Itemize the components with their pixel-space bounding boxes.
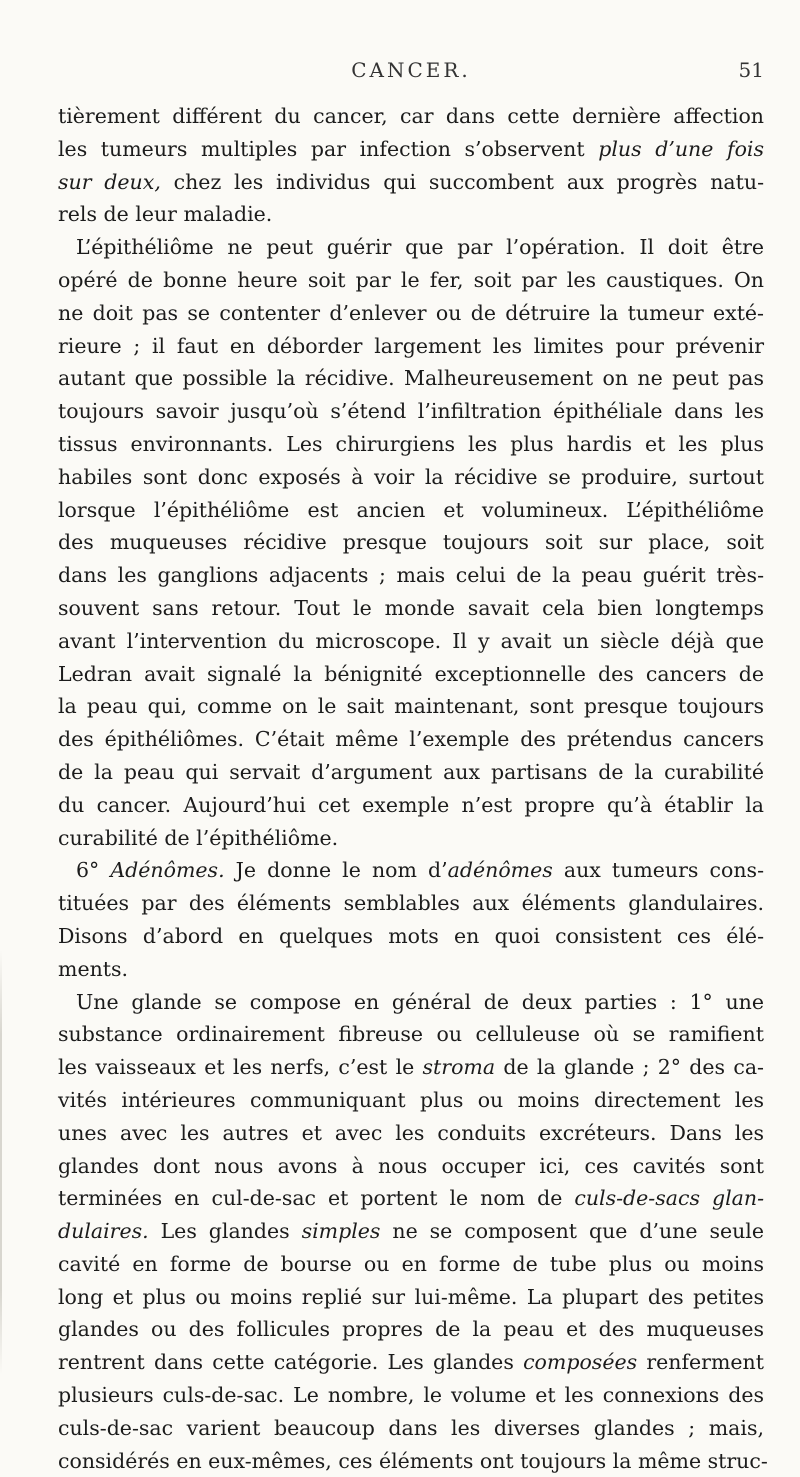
text-line — [58, 395, 764, 428]
italic-span: stroma — [422, 1055, 496, 1080]
text-span: tièrement différent du cancer, car dans cette dernière affection — [58, 104, 764, 128]
text-span: tissus environnants. Les chirurgiens les plus hardis et les plus — [58, 431, 764, 456]
text-span: L’épithéliôme ne peut guérir que par l’opération. Il doit être — [76, 235, 764, 260]
text-span: autant que possible la récidive. Malheureusement on ne peut pas — [58, 366, 764, 391]
text-line — [58, 133, 764, 166]
text-line — [58, 658, 764, 691]
text-line — [58, 198, 764, 231]
text-line — [58, 1018, 764, 1051]
text-line — [58, 264, 764, 297]
text-span: renferment — [637, 1350, 764, 1375]
text-span: glandes ou des follicules propres de la peau et des muqueuses — [58, 1317, 764, 1342]
text-span: les tumeurs multiples par infection s’observent — [58, 136, 599, 161]
text-span: unes avec les autres et avec les conduits excréteurs. Dans les — [58, 1120, 764, 1145]
page-number: 51 — [738, 58, 764, 82]
text-span: chez les individus qui succombent aux progrès natu- — [160, 169, 764, 194]
text-span: terminées en cul-de-sac et portent le nom de — [58, 1186, 575, 1211]
text-line — [58, 494, 764, 527]
text-span: Les glandes — [148, 1219, 302, 1244]
text-span: rieure ; il faut en déborder largement les limites pour prévenir — [58, 333, 764, 358]
text-span: Disons d’abord en quelques mots en quoi consistent ces élé- — [58, 923, 764, 948]
text-line — [58, 723, 764, 756]
italic-span: Adénômes. — [110, 858, 225, 883]
text-line — [58, 822, 764, 855]
text-span: toujours savoir jusqu’où s’étend l’infiltration épithéliale dans les — [58, 399, 764, 424]
text-span: souvent sans retour. Tout le monde savait cela bien longtemps — [58, 595, 764, 620]
text-span: Ledran avait signalé la bénignité exceptionnelle des cancers de — [58, 661, 764, 686]
text-line — [58, 1084, 764, 1117]
text-span: ne doit pas se contenter d’enlever ou de détruire la tumeur exté- — [58, 300, 764, 325]
text-line — [58, 166, 764, 199]
text-line — [58, 330, 764, 363]
text-line — [58, 1117, 764, 1150]
text-span: substance ordinairement fibreuse ou celluleuse où se ramifient — [58, 1022, 764, 1047]
text-line — [58, 1281, 764, 1314]
italic-span: sur deux, — [58, 169, 161, 194]
text-line — [58, 1346, 764, 1379]
text-line — [58, 1379, 764, 1412]
text-line — [58, 1215, 764, 1248]
text-line — [58, 592, 764, 625]
text-line — [58, 789, 764, 822]
text-line — [58, 1313, 764, 1346]
text-span: cavité en forme de bourse ou en forme de tube plus ou moins — [58, 1251, 764, 1276]
text-span: ne se composent que d’une seule — [380, 1219, 764, 1244]
text-line — [58, 526, 764, 559]
text-line — [58, 887, 764, 920]
text-line — [58, 854, 764, 887]
book-page — [58, 58, 768, 1477]
text-span: des épithéliômes. C’était même l’exemple des prétendus cancers — [58, 727, 764, 752]
text-span: du cancer. Aujourd’hui cet exemple n’est propre qu’à établir la — [58, 792, 764, 817]
text-line — [58, 297, 764, 330]
text-line — [58, 1150, 764, 1183]
italic-span: dulaires. — [58, 1219, 149, 1244]
text-line — [58, 231, 764, 264]
text-span: Je donne le nom d’ — [224, 858, 448, 883]
text-line — [58, 953, 764, 986]
text-span: la peau qui, comme on le sait maintenant, sont presque toujours — [58, 694, 764, 719]
text-span: 6° — [76, 858, 111, 883]
text-span: glandes dont nous avons à nous occuper ici, ces cavités sont — [58, 1153, 764, 1178]
text-span: avant l’intervention du microscope. Il y avait un siècle déjà que — [58, 628, 764, 653]
text-span: considérés en eux-mêmes, ces éléments ont toujours la même struc- — [58, 1448, 768, 1473]
italic-span: culs-de-sacs glan- — [574, 1186, 764, 1211]
italic-span: simples — [301, 1219, 381, 1244]
text-line — [58, 100, 764, 133]
text-line — [58, 756, 764, 789]
text-span: rentrent dans cette catégorie. Les glandes — [58, 1350, 524, 1375]
text-line — [58, 1051, 764, 1084]
text-span: long et plus ou moins replié sur lui-même. La plupart des petites — [58, 1284, 764, 1309]
running-title: CANCER. — [351, 58, 471, 82]
text-line — [58, 428, 764, 461]
text-span: curabilité de l’épithéliôme. — [58, 825, 339, 850]
text-line — [58, 362, 764, 395]
text-span: des muqueuses récidive presque toujours soit sur place, soit — [58, 530, 764, 555]
text-span: dans les ganglions adjacents ; mais celui de la peau guérit très- — [58, 563, 764, 588]
text-line — [58, 1248, 764, 1281]
text-span: habiles sont donc exposés à voir la récidive se produire, surtout — [58, 464, 764, 489]
page-header — [58, 58, 764, 88]
text-line — [58, 1445, 768, 1477]
text-line — [58, 1412, 764, 1445]
italic-span: composées — [523, 1350, 638, 1375]
text-span: les vaisseaux et les nerfs, c’est le — [58, 1055, 423, 1080]
text-span: aux tumeurs cons- — [552, 858, 765, 883]
italic-span: adénômes — [447, 858, 553, 883]
text-span: plusieurs culs-de-sac. Le nombre, le volume et les connexions des — [58, 1383, 764, 1408]
italic-span: plus d’une fois — [598, 136, 765, 161]
text-span: opéré de bonne heure soit par le fer, soit par les caustiques. On — [58, 267, 764, 292]
text-span: rels de leur maladie. — [58, 202, 273, 227]
text-span: vités intérieures communiquant plus ou moins directement les — [58, 1087, 764, 1112]
text-span: de la peau qui servait d’argument aux partisans de la curabilité — [58, 759, 764, 784]
text-span: tituées par des éléments semblables aux éléments glandulaires. — [58, 891, 764, 916]
text-span: de la glande ; 2° des ca- — [495, 1055, 764, 1080]
text-line — [58, 920, 764, 953]
text-span: lorsque l’épithéliôme est ancien et volumineux. L’épithéliôme — [58, 497, 764, 522]
text-span: Une glande se compose en général de deux parties : 1° une — [76, 989, 764, 1014]
text-line — [58, 690, 764, 723]
text-line — [58, 1182, 764, 1215]
text-line — [58, 559, 764, 592]
text-line — [58, 986, 764, 1019]
page-edge-shadow — [0, 950, 2, 1375]
text-span: culs-de-sac varient beaucoup dans les diverses glandes ; mais, — [58, 1415, 764, 1440]
text-line — [58, 461, 764, 494]
text-span: ments. — [58, 956, 129, 981]
body-text — [58, 100, 768, 1477]
text-line — [58, 625, 764, 658]
